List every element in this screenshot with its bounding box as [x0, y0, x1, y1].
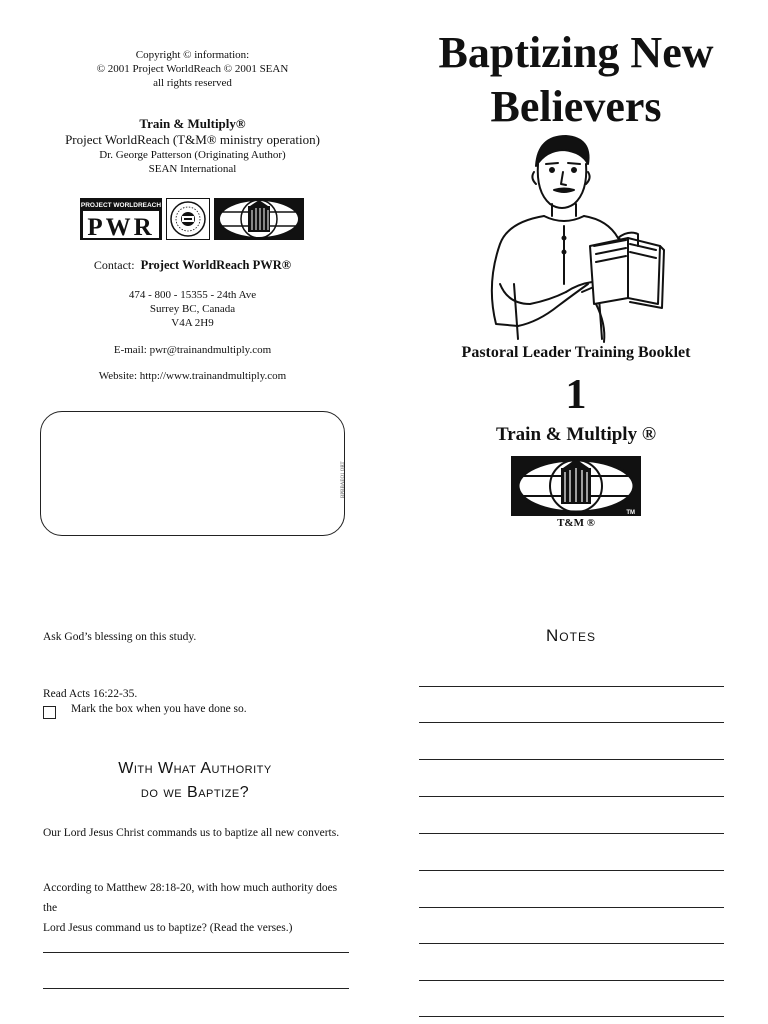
section-heading-line-2: do we Baptize?: [140, 784, 250, 801]
answer-line[interactable]: [43, 988, 349, 989]
note-line[interactable]: [419, 796, 724, 797]
booklet-number: 1: [565, 372, 587, 418]
pwr-logo: [80, 198, 162, 240]
section-heading-line-1: With What Authority: [118, 760, 272, 777]
address-city: Surrey BC, Canada: [149, 303, 236, 315]
pwr-logo-banner: PROJECT WORLDREACH: [80, 202, 162, 209]
note-line[interactable]: [419, 907, 724, 908]
contact-label: Contact:: [93, 258, 135, 272]
website-line: Website: http://www.trainandmultiply.com: [98, 370, 287, 382]
notes-heading: Notes: [546, 626, 596, 645]
logo-tm-mark: TM: [626, 510, 635, 516]
address-postal: V4A 2H9: [171, 317, 214, 329]
copyright-heading: Copyright © information:: [135, 49, 250, 61]
publisher-author: Dr. George Patterson (Originating Author): [99, 149, 286, 161]
sean-seal-logo: [166, 198, 210, 240]
tm-badge: T&M ®: [557, 517, 595, 529]
publisher-partner: SEAN International: [148, 163, 237, 175]
pastor-reading-illustration: [478, 134, 668, 344]
note-line[interactable]: [419, 759, 724, 760]
brand-name: Train & Multiply ®: [495, 424, 657, 445]
copyright-rights: all rights reserved: [153, 77, 232, 89]
publisher-name: Train & Multiply®: [139, 116, 246, 131]
side-code: BPBBAEO1 QRT: [341, 461, 346, 498]
partner-logos: [80, 198, 305, 240]
contact-line: [40, 258, 345, 273]
publisher-block: [40, 116, 345, 176]
booklet-subtitle: Pastoral Leader Training Booklet: [461, 344, 691, 361]
section-heading: [40, 757, 350, 805]
note-line[interactable]: [419, 943, 724, 944]
copyright-block: [40, 48, 345, 90]
reading-instruction: Read Acts 16:22-35.: [43, 688, 138, 700]
answer-line[interactable]: [43, 952, 349, 953]
note-line[interactable]: [419, 686, 724, 687]
note-line[interactable]: [419, 1016, 724, 1017]
mailing-address: [40, 288, 345, 330]
question-line-2: Lord Jesus command us to baptize? (Read the verses.): [43, 922, 293, 934]
email-line: E-mail: pwr@trainandmultiply.com: [113, 344, 272, 356]
authority-question: [43, 878, 353, 938]
globe-church-logo: [214, 198, 304, 240]
title-line-1: Baptizing New: [438, 28, 714, 77]
copyright-holders: © 2001 Project WorldReach © 2001 SEAN: [96, 63, 289, 75]
address-label-box: [40, 411, 345, 536]
note-line[interactable]: [419, 980, 724, 981]
pwr-logo-letters: PWR: [87, 214, 155, 240]
done-checkbox[interactable]: [43, 706, 56, 719]
question-line-1: According to Matthew 28:18-20, with how much authority does the: [43, 882, 338, 914]
booklet-title: [398, 26, 754, 134]
note-line[interactable]: [419, 833, 724, 834]
train-multiply-logo: [511, 456, 641, 516]
contact-org: Project WorldReach PWR®: [140, 258, 292, 272]
publisher-operation: Project WorldReach (T&M® ministry operation): [65, 132, 320, 147]
blessing-instruction: Ask God’s blessing on this study.: [43, 631, 197, 643]
commandment-statement: Our Lord Jesus Christ commands us to baptize all new converts.: [43, 827, 340, 839]
note-line[interactable]: [419, 870, 724, 871]
note-line[interactable]: [419, 722, 724, 723]
address-street: 474 - 800 - 15355 - 24th Ave: [128, 289, 257, 301]
title-line-2: Believers: [490, 82, 662, 131]
checkbox-label: Mark the box when you have done so.: [71, 703, 247, 715]
